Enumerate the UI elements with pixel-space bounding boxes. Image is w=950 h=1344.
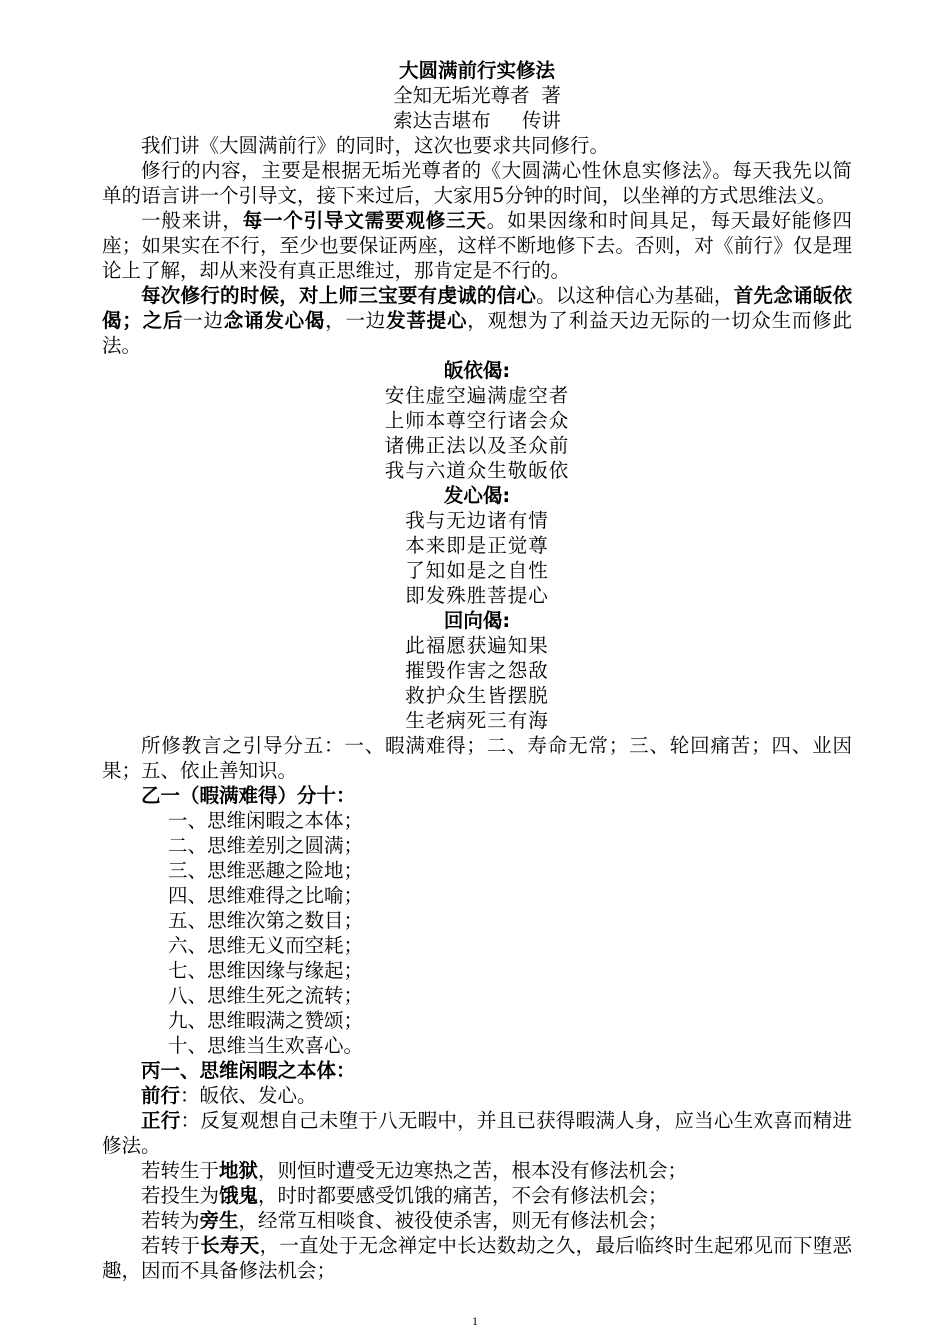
list-item: 一、思维闲暇之本体； [168,809,364,832]
text-span: 若投生为 [141,1184,220,1207]
text-span: 若转生于 [141,1159,220,1182]
verse-line: 生老病死三有海 [405,709,549,732]
paragraph-practice [102,208,852,283]
dedication-verse-heading: 回向偈: [443,609,511,632]
verse-line: 安住虚空遍满虚空者 [384,384,570,407]
text-span: 一边 [183,309,224,332]
list-item: 九、思维暇满之赞颂； [168,1009,364,1032]
verse-line: 即发殊胜菩提心 [405,584,549,607]
verse-line: 上师本尊空行诸会众 [384,409,570,432]
paragraph-animal [102,1208,852,1233]
bold-text: 长寿天 [200,1234,260,1257]
paragraph-hell [102,1158,852,1183]
paragraph-preliminary [102,1083,852,1108]
page-number: 1 [472,1314,478,1328]
list-item: 八、思维生死之流转； [168,984,364,1007]
verse-line: 诸佛正法以及圣众前 [384,434,570,457]
bodhicitta-verse-heading: 发心偈: [443,484,511,507]
text-span: 若转为 [141,1209,200,1232]
paragraph-intro: 我们讲《大圆满前行》的同时，这次也要求共同修行。 [141,134,610,157]
list-item: 三、思维恶趣之险地； [168,859,364,882]
text-span: ，一直处于无念禅定中长达数劫之久，最后临终时生起邪见而下堕恶趣，因而不具备修法机会； [102,1234,852,1282]
section-heading-2: 丙一、思维闲暇之本体： [141,1059,356,1082]
refuge-verse-heading: 皈依偈: [443,359,511,382]
bold-text: 念诵发心偈 [223,309,326,332]
paragraph-hungry-ghost [102,1183,852,1208]
paragraph-main-practice [102,1108,852,1158]
paragraph-long-life-god [102,1233,852,1283]
text-span: ，时时都要感受饥饿的痛苦，不会有修法机会； [258,1184,668,1207]
list-item: 七、思维因缘与缘起； [168,959,364,982]
verse-line: 我与六道众生敬皈依 [384,459,570,482]
bold-text: 饿鬼 [219,1184,259,1207]
text-span: ，则恒时遭受无边寒热之苦，根本没有修法机会； [258,1159,688,1182]
bold-text: 每一个引导文需要观修三天 [242,209,487,232]
verse-line: 我与无边诸有情 [405,509,549,532]
section-heading-1: 乙一（暇满难得）分十： [141,784,356,807]
verse-line: 摧毁作害之怨敌 [405,659,549,682]
paragraph-faith [102,283,852,358]
bold-text: 每次修行的时候，对上师三宝要有虔诚的信心 [141,284,537,307]
text-span: ，观想为了利益天边无际的一切众生而修此法。 [102,309,852,357]
list-item: 十、思维当生欢喜心。 [168,1034,364,1057]
text-span: ：皈依、发心。 [180,1084,317,1107]
document-page [102,58,852,1283]
verse-line: 救护众生皆摆脱 [405,684,549,707]
text-span: ：反复观想自己未堕于八无暇中，并且已获得暇满人身，应当心生欢喜而精进修法。 [102,1109,852,1157]
author-line: 全知无垢光尊者 著 [393,84,561,107]
bold-label: 正行 [141,1109,181,1132]
list-item: 二、思维差别之圆满； [168,834,364,857]
text-span: 。如果因缘和时间具足，每天最好能修四座；如果实在不行，至少也要保证两座，这样不断地修下去。否则，对《前行》仅是理论上了解，却从来没有真正思维过，那肯定是不行的。 [102,209,852,282]
bold-text: 地狱 [219,1159,259,1182]
bold-text: 发菩提心 [386,309,468,332]
bold-text: 旁生 [199,1209,239,1232]
bold-text: 首先念诵皈依偈；之后 [102,284,852,332]
list-item: 五、思维次第之数目； [168,909,364,932]
paragraph-content: 修行的内容，主要是根据无垢光尊者的《大圆满心性休息实修法》。每天我先以简单的语言讲一个引导文，接下来过后，大家用5分钟的时间，以坐禅的方式思维法义。 [102,159,852,207]
bold-label: 前行 [141,1084,181,1107]
list-item: 四、思维难得之比喻； [168,884,364,907]
text-span: ，经常互相啖食、被役使杀害，则无有修法机会； [238,1209,668,1232]
verse-line: 此福愿获遍知果 [405,634,549,657]
document-title: 大圆满前行实修法 [398,59,555,82]
text-span: 。以这种信心为基础， [536,284,734,307]
verse-line: 了知如是之自性 [405,559,549,582]
lecturer-line: 索达吉堪布 传讲 [393,109,561,132]
text-span: 一般来讲， [141,209,243,232]
paragraph-guidance: 所修教言之引导分五：一、暇满难得；二、寿命无常；三、轮回痛苦；四、业因果；五、依止善知识。 [102,734,852,782]
text-span: 若转于 [141,1234,201,1257]
verse-line: 本来即是正觉尊 [405,534,549,557]
text-span: ，一边 [325,309,387,332]
list-item: 六、思维无义而空耗； [168,934,364,957]
